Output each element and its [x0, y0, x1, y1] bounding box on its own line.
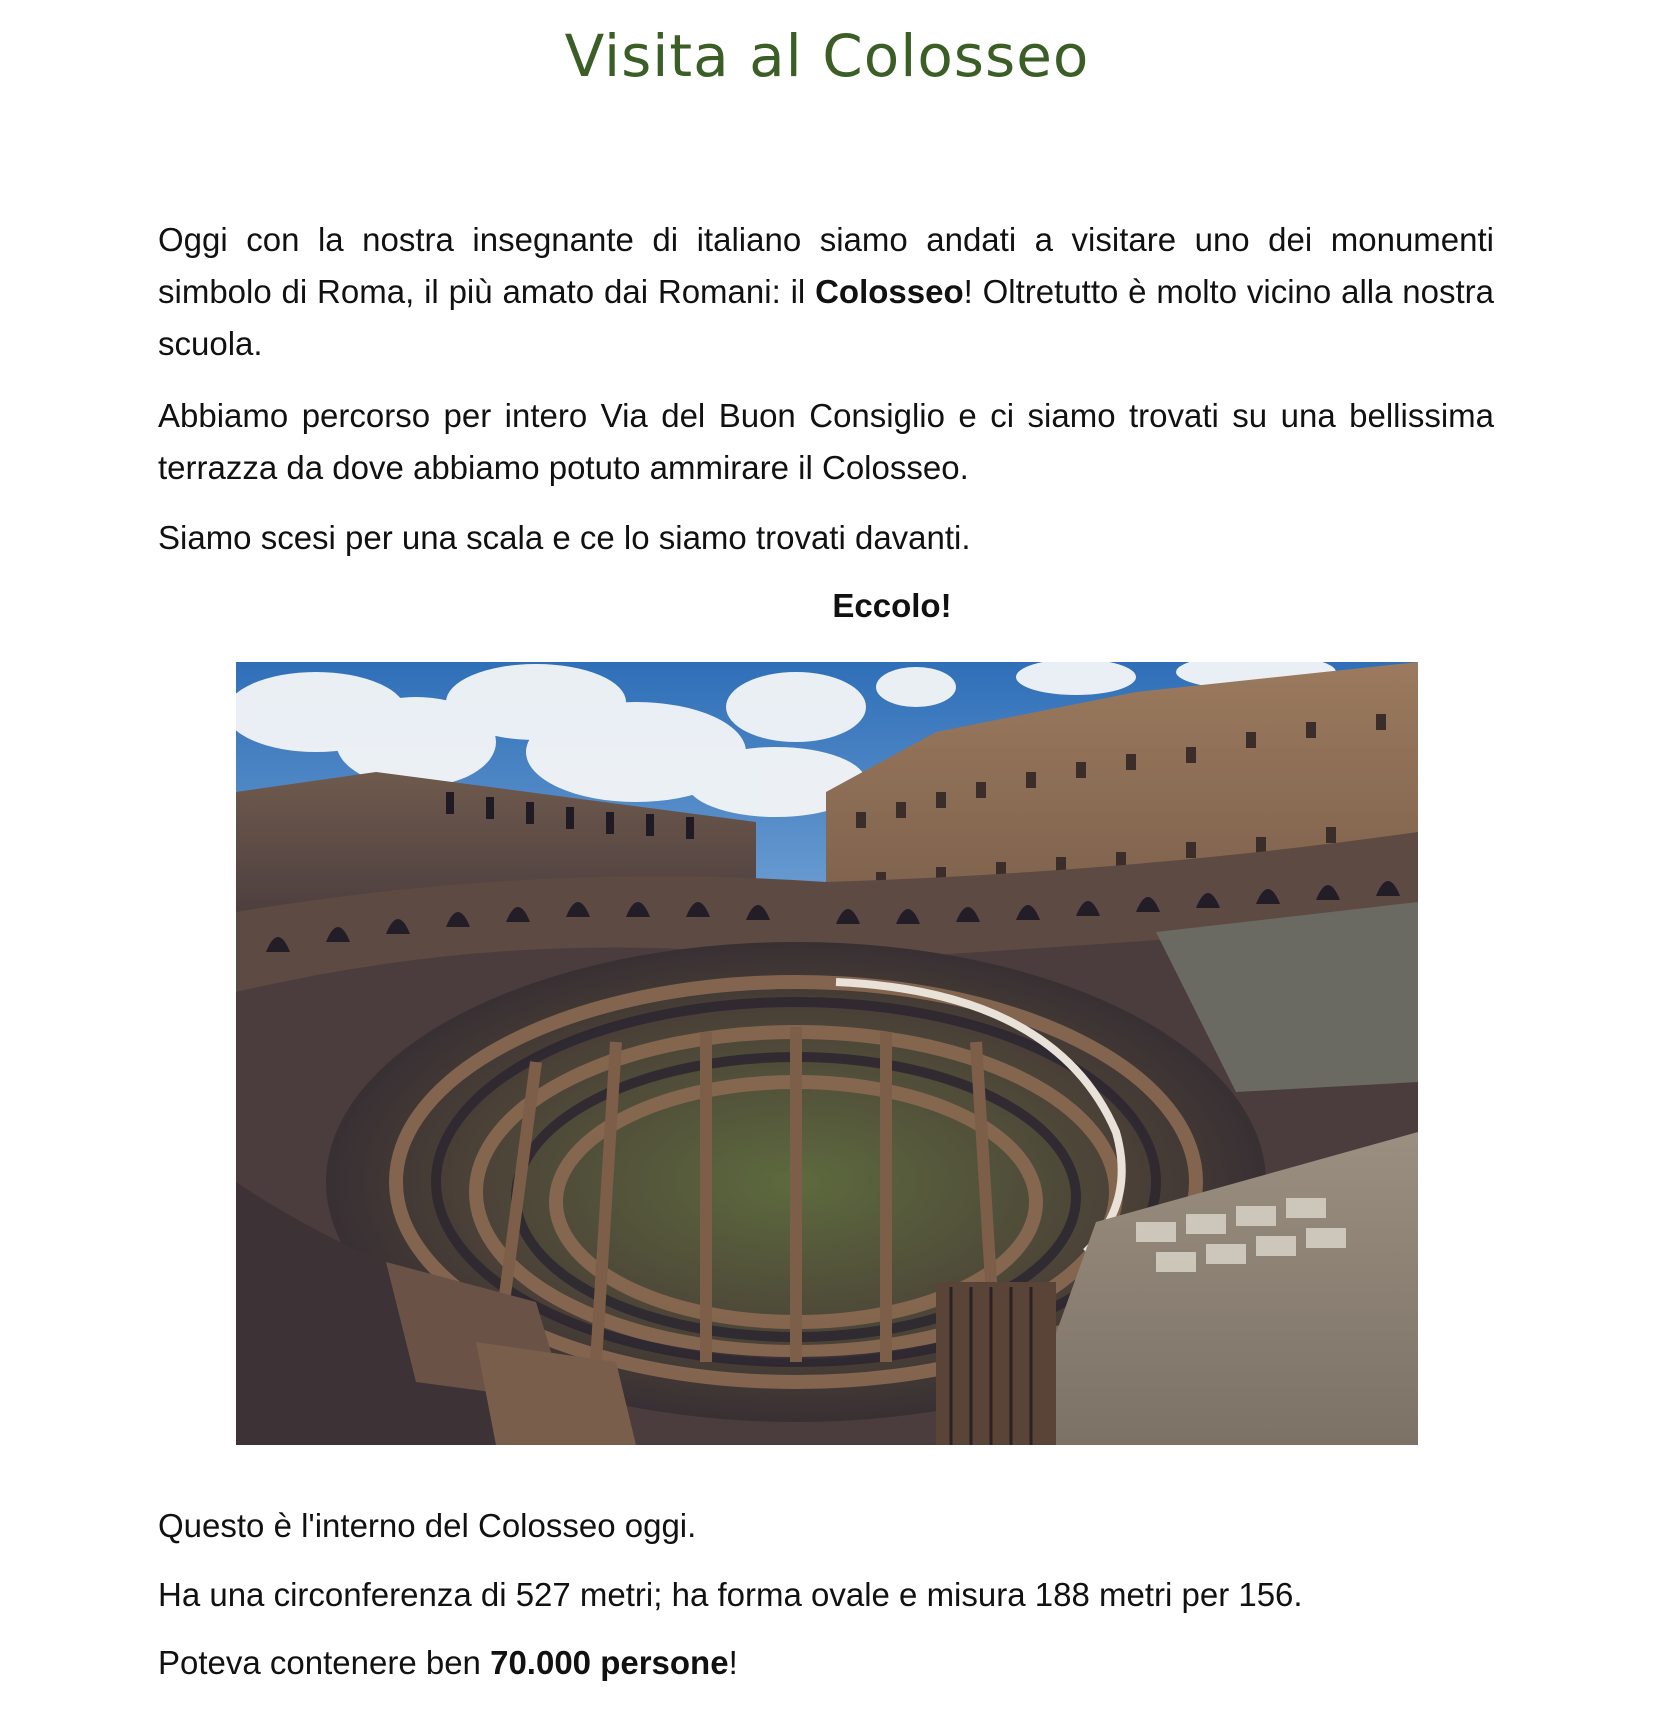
- paragraph-stairs: Siamo scesi per una scala e ce lo siamo trovati davanti.: [158, 519, 971, 556]
- paragraph-route: Abbiamo percorso per intero Via del Buon Consiglio e ci siamo trovati su una bellissima terrazza da dove abbiamo potuto ammirare il Colosseo.: [158, 397, 1494, 486]
- caption-capacity-part2: !: [728, 1644, 738, 1681]
- eccolo-heading: Eccolo!: [832, 587, 952, 624]
- paragraph-intro: [158, 214, 1494, 370]
- caption-capacity-bold: 70.000 persone: [490, 1644, 729, 1681]
- paragraph-intro-bold: Colosseo: [815, 273, 964, 310]
- paragraph-intro-part1: Oggi con la nostra insegnante di italiano siamo andati a visitare uno dei monumenti simbolo di Roma, il più amato dai Romani: il: [158, 221, 1494, 310]
- paragraph-intro-part2: ! Oltretutto è molto vicino alla nostra scuola.: [158, 273, 1495, 362]
- caption-capacity: [158, 1637, 1494, 1689]
- colosseum-photo: [236, 662, 1418, 1445]
- page-title: Visita al Colosseo: [564, 22, 1090, 90]
- caption-capacity-part1: Poteva contenere ben: [158, 1644, 491, 1681]
- caption-dimensions: Ha una circonferenza di 527 metri; ha forma ovale e misura 188 metri per 156.: [158, 1576, 1303, 1613]
- caption-interior: Questo è l'interno del Colosseo oggi.: [158, 1507, 697, 1544]
